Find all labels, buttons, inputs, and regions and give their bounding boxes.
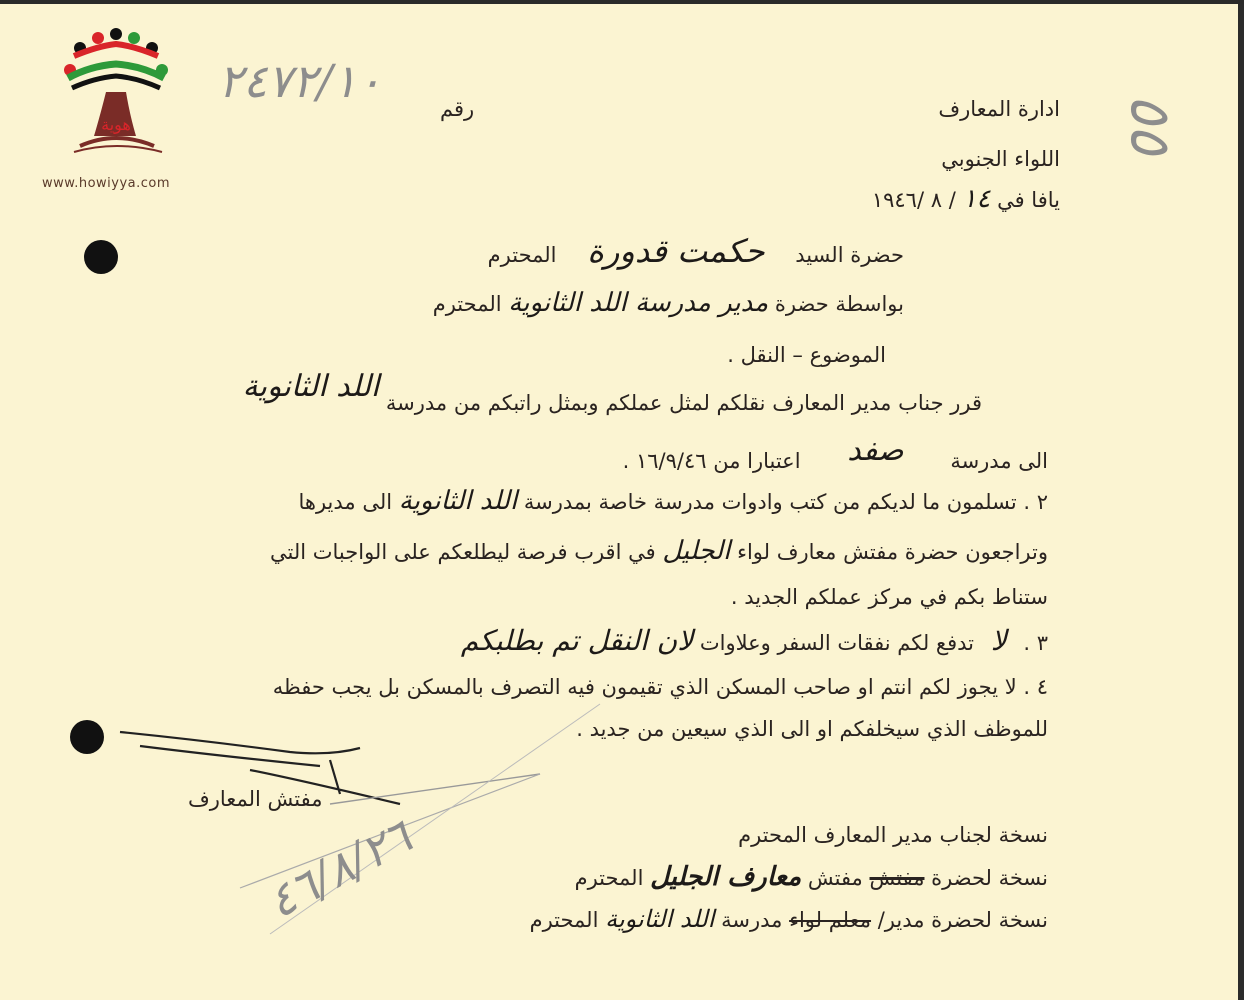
body-p2-typed-a: الى مدرسة xyxy=(950,449,1048,473)
copy-2-typed-c: المحترم xyxy=(574,866,644,890)
body-p4-typed-b: في اقرب فرصة ليطلعكم على الواجبات التي xyxy=(270,540,656,564)
body-p6-typed-a: ٣ . xyxy=(1023,631,1048,655)
body-para-8: للموظف الذي سيخلفكم او الى الذي سيعين من جديد . xyxy=(576,717,1048,741)
body-p3-school: اللد الثانوية xyxy=(398,486,518,516)
body-p3-typed-a: ٢ . تسلمون ما لديكم من كتب وادوات مدرسة خاصة بمدرسة xyxy=(523,490,1048,514)
body-p6-hand-b: لان النقل تم بطلبكم xyxy=(460,624,694,657)
copy-line-1: نسخة لجناب مدير المعارف المحترم xyxy=(738,823,1048,847)
body-p2-destination: صفد xyxy=(847,433,904,468)
body-p6-hand-a: لا xyxy=(990,624,1007,657)
signature-title: مفتش المعارف xyxy=(188,787,323,811)
ref-label: رقم xyxy=(440,97,475,121)
margin-note: ٥٥ xyxy=(1117,94,1183,155)
body-p3-typed-b: الى مديرها xyxy=(298,490,393,514)
via-suffix: المحترم xyxy=(432,292,502,316)
via-label: بواسطة حضرة xyxy=(774,292,904,316)
copy-2-typed-b: مفتش xyxy=(807,866,863,890)
copy-3-typed-c: المحترم xyxy=(529,908,599,932)
copy-2-crossed: مفتش xyxy=(869,866,925,890)
signature-scribble xyxy=(0,4,1244,1000)
copy-3-typed-b: مدرسة xyxy=(721,908,783,932)
date-day: ١٤ xyxy=(962,184,991,214)
subject-line: الموضوع – النقل . xyxy=(727,343,886,367)
body-p4-region: الجليل xyxy=(662,536,731,566)
dept-line-2: اللواء الجنوبي xyxy=(941,147,1060,171)
body-p4-typed-a: وتراجعون حضرة مفتش معارف لواء xyxy=(737,540,1048,564)
copy-line-2 xyxy=(575,864,1048,891)
to-suffix: المحترم xyxy=(487,243,557,267)
copy-2-hand: معارف الجليل xyxy=(650,862,802,892)
to-name: حكمت قدورة xyxy=(587,232,765,270)
stamp-date: ٤٦/٨/٢٦ xyxy=(258,808,421,930)
date-prefix: يافا في xyxy=(997,188,1060,212)
body-p1-typed: قرر جناب مدير المعارف نقلكم لمثل عملكم وبمثل راتبكم من مدرسة xyxy=(385,391,982,415)
body-p2-typed-b: اعتبارا من ١٦/٩/٤٦ . xyxy=(622,449,801,473)
site-url: www.howiyya.com xyxy=(42,176,171,191)
logo-wordmark: هوية xyxy=(101,115,131,134)
ref-number: ٢٤٧٢/١٠ xyxy=(218,54,382,108)
to-label: حضرة السيد xyxy=(795,243,904,267)
date-rest: / ٨ /١٩٤٦ xyxy=(871,188,956,212)
body-para-5: ستناط بكم في مركز عملكم الجديد . xyxy=(730,585,1048,609)
copy-line-3 xyxy=(530,906,1048,933)
dept-line-1: ادارة المعارف xyxy=(938,97,1060,121)
copy-3-crossed: معلم لواء xyxy=(789,908,872,932)
copy-3-hand: اللد الثانوية xyxy=(605,905,715,933)
body-p6-typed-b: تدفع لكم نفقات السفر وعلاوات xyxy=(699,631,975,655)
copy-2-typed-a: نسخة لحضرة xyxy=(931,866,1048,890)
body-para-7: ٤ . لا يجوز لكم انتم او صاحب المسكن الذي تقيمون فيه التصرف بالمسكن بل يجب حفظه xyxy=(272,675,1048,699)
copy-3-typed-a: نسخة لحضرة مدير/ xyxy=(877,908,1048,932)
via-school: مدير مدرسة اللد الثانوية xyxy=(508,288,769,318)
body-p1-school: اللد الثانوية xyxy=(242,369,380,404)
